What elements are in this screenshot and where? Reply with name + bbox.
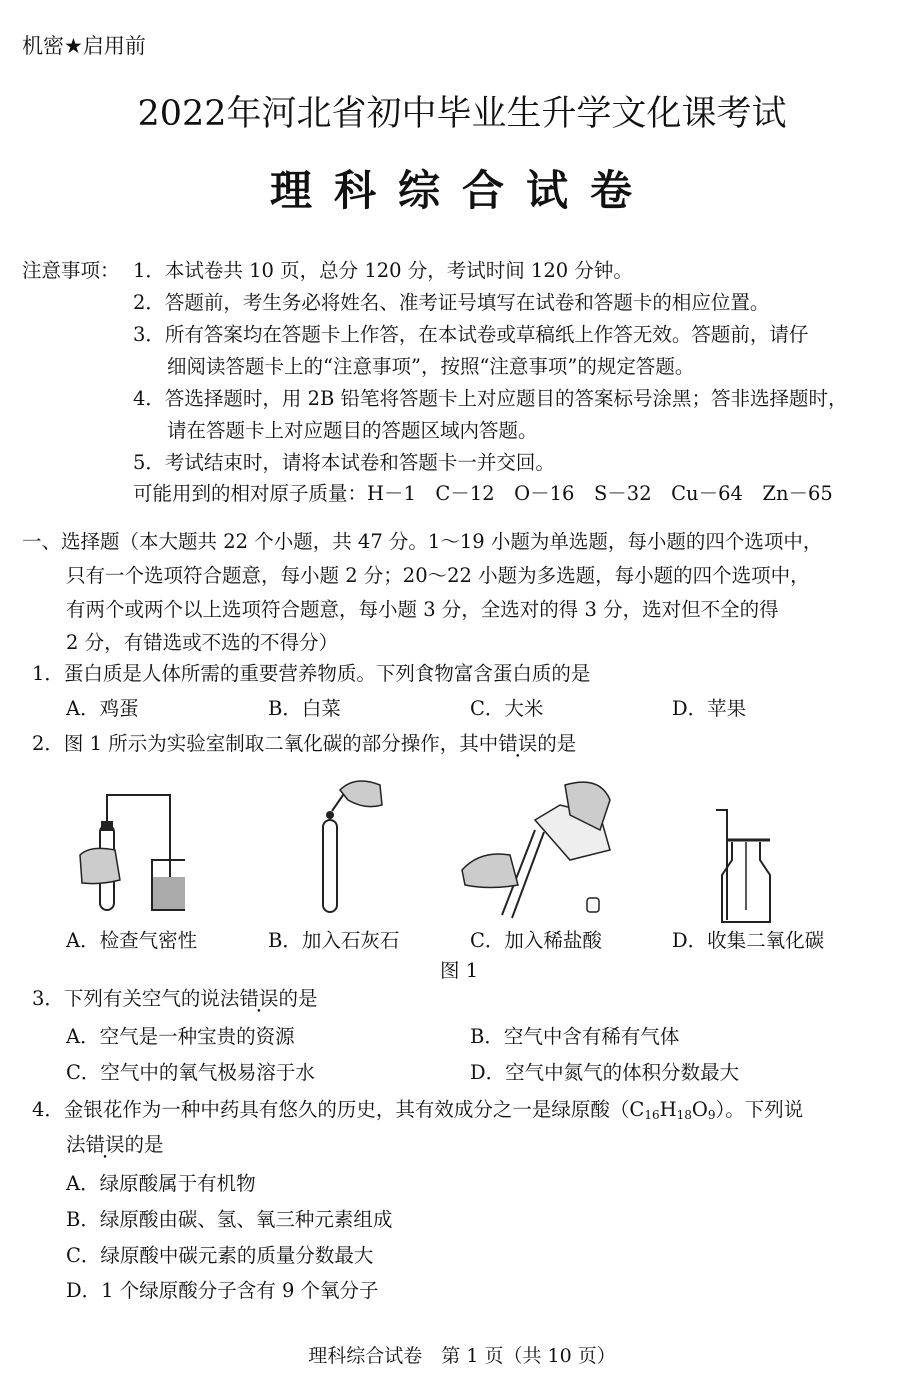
exam-title: 2022年河北省初中毕业生升学文化课考试 (137, 94, 787, 134)
confidential-label: 机密★启用前 (22, 34, 146, 58)
option-c: C．大米 (470, 697, 544, 720)
option-c: C．绿原酸中碳元素的质量分数最大 (66, 1244, 374, 1267)
option-a: A．空气是一种宝贵的资源 (66, 1025, 295, 1048)
option-b: B．绿原酸由碳、氢、氧三种元素组成 (66, 1208, 393, 1231)
notice-item: 1．本试卷共 10 页，总分 120 分，考试时间 120 分钟。 (133, 259, 633, 282)
question-stem: 1．蛋白质是人体所需的重要营养物质。下列食物富含蛋白质的是 (32, 662, 591, 685)
option-d: D．苹果 (672, 697, 747, 720)
option-c: C．空气中的氧气极易溶于水 (66, 1061, 315, 1084)
question-stem: 4．金银花作为一种中药具有悠久的历史，其有效成分之一是绿原酸$(C_{16}H_{18}O_9)$。下列说 (32, 1098, 804, 1122)
notice-item: 细阅读答题卡上的“注意事项”，按照“注意事项”的规定答题。 (167, 355, 695, 378)
atomic-masses: 可能用到的相对原子质量：H－1 C－12 O－16 S－32 Cu－64 Zn－65 (133, 482, 833, 505)
figure-label-d: D．收集二氧化碳 (672, 929, 825, 952)
emphasis-dotted: 错误 (85, 1133, 125, 1156)
notice-item: 5．考试结束时，请将本试卷和答题卡一并交回。 (133, 451, 555, 474)
notice-item: 4．答选择题时，用 2B 铅笔将答题卡上对应题目的答案标号涂黑；答非选择题时， (133, 387, 848, 410)
section-line: 一、选择题（本大题共 22 个小题，共 47 分。1～19 小题为单选题，每小题的四个选项中， (22, 530, 823, 553)
notice-item: 2．答题前，考生务必将姓名、准考证号填写在试卷和答题卡的相应位置。 (133, 291, 770, 314)
page-footer: 理科综合试卷 第 1 页（共 10 页） (308, 1345, 616, 1367)
question-stem: 2．图 1 所示为实验室制取二氧化碳的部分操作，其中错误的是 (32, 732, 577, 755)
exam-subtitle: 理科综合试卷 (269, 166, 654, 215)
figure-d-collect-icon (712, 800, 792, 925)
option-a: A．鸡蛋 (66, 697, 139, 720)
figure-caption: 图 1 (440, 959, 479, 982)
figure-label-a: A．检查气密性 (66, 929, 198, 952)
option-d: D．空气中氮气的体积分数最大 (470, 1061, 740, 1084)
notice-item: 请在答题卡上对应题目的答题区域内答题。 (167, 419, 538, 442)
section-line: 2 分，有错选或不选的不得分） (66, 631, 339, 654)
section-line: 只有一个选项符合题意，每小题 2 分；20～22 小题为多选题，每小题的四个选项中， (66, 564, 810, 587)
question-stem: 3．下列有关空气的说法错误的是 (32, 987, 318, 1010)
notice-item: 3．所有答案均在答题卡上作答，在本试卷或草稿纸上作答无效。答题前，请仔 (133, 323, 809, 346)
section-line: 有两个或两个以上选项符合题意，每小题 3 分，全选对的得 3 分，选对但不全的得 (66, 598, 779, 621)
figure-c-acid-icon (460, 780, 620, 920)
option-d: D．1 个绿原酸分子含有 9 个氧分子 (66, 1279, 379, 1302)
figure-label-c: C．加入稀盐酸 (470, 929, 602, 952)
option-a: A．绿原酸属于有机物 (66, 1172, 256, 1195)
figure-label-b: B．加入石灰石 (268, 929, 400, 952)
emphasis-dotted: 错误 (239, 987, 279, 1010)
option-b: B．白菜 (268, 697, 341, 720)
notice-label: 注意事项： (22, 259, 120, 282)
figure-a-airtightness-icon (70, 785, 185, 915)
option-b: B．空气中含有稀有气体 (470, 1025, 680, 1048)
question-stem-cont: 法错误的是 (66, 1133, 164, 1156)
emphasis-dotted: 错误 (498, 732, 538, 755)
figure-b-limestone-icon (310, 775, 390, 915)
